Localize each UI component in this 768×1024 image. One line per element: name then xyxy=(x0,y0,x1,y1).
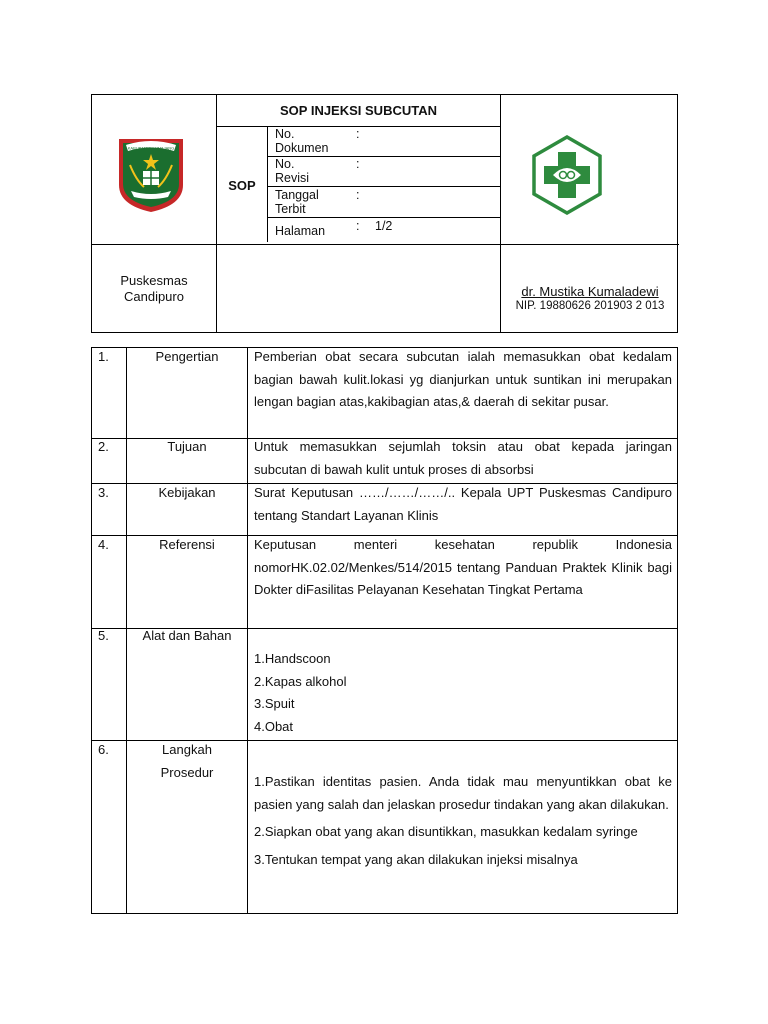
meta-label-no-dokumen xyxy=(275,127,350,155)
list-item: 4.Obat xyxy=(254,718,294,734)
signer-name: dr. Mustika Kumaladewi xyxy=(521,284,659,299)
meta-label-line2: Revisi xyxy=(275,171,310,185)
puskesmas-name xyxy=(92,244,216,334)
row-number: 5. xyxy=(98,628,109,643)
meta-label-line2: Dokumen xyxy=(275,141,329,155)
header-divider xyxy=(267,186,500,187)
meta-label-no-revisi xyxy=(275,157,350,185)
meta-label-line1: Tanggal xyxy=(275,188,319,202)
table-divider xyxy=(247,348,248,913)
row-content-referensi: Keputusan menteri kesehatan republik Indonesia nomorHK.02.02/Menkes/514/2015 tentang Panduan Praktek Klinik bagi Dokter diFasilitas Pelayanan Kesehatan Tingkat Pertama xyxy=(254,537,672,597)
meta-label-tanggal-terbit xyxy=(275,188,350,216)
meta-colon: : xyxy=(356,127,360,141)
row-label-kebijakan: Kebijakan xyxy=(158,485,216,500)
sop-label: SOP xyxy=(228,177,256,193)
meta-label-line2: Terbit xyxy=(275,202,306,216)
sop-content-table xyxy=(91,347,678,914)
meta-label-line1: No. xyxy=(275,157,295,171)
puskesmas-line2: Candipuro xyxy=(123,289,184,304)
row-label-langkah-prosedur xyxy=(128,739,246,784)
meta-colon: : xyxy=(356,157,360,171)
row-label-pengertian: Pengertian xyxy=(155,349,219,364)
list-item: 3.Spuit xyxy=(254,696,295,711)
logo-text: KABUPATEN LUMAJANG xyxy=(127,145,175,151)
row-number: 2. xyxy=(98,439,109,454)
row-label-tujuan: Tujuan xyxy=(167,439,207,454)
page-number-value: 1/2 xyxy=(375,219,393,233)
header-divider xyxy=(267,126,268,242)
row-number: 3. xyxy=(98,485,109,500)
procedure-step: 1.Pastikan identitas pasien. Anda tidak mau menyuntikkan obat ke pasien yang salah dan jelaskan prosedur tindakan yang akan dilakukan. xyxy=(254,774,672,812)
row-content-kebijakan: Surat Keputusan ……/……/……/.. Kepala UPT Puskesmas Candipuro tentang Standart Layanan Klinis xyxy=(254,485,672,523)
header-divider xyxy=(267,217,500,218)
meta-label-halaman: Halaman xyxy=(275,224,326,238)
row-number: 1. xyxy=(98,349,109,364)
meta-colon: : xyxy=(356,219,360,233)
meta-label-line1: No. xyxy=(275,127,295,141)
signer-nip: NIP. 19880626 201903 2 013 xyxy=(515,300,665,312)
meta-colon: : xyxy=(356,188,360,202)
list-item: 1.Handscoon xyxy=(254,651,331,666)
sop-header-table xyxy=(91,94,678,333)
row-number: 6. xyxy=(98,742,109,757)
row-content-tujuan: Untuk memasukkan sejumlah toksin atau obat kepada jaringan subcutan di bawah kulit untuk proses di absorbsi xyxy=(254,439,672,477)
row-label-line2: Prosedur xyxy=(160,764,214,780)
puskesmas-line1: Puskesmas xyxy=(120,273,188,288)
puskesmas-logo xyxy=(527,135,607,215)
row-label-referensi: Referensi xyxy=(159,537,215,552)
row-label-line1: Langkah xyxy=(162,742,212,757)
list-item: 2.Kapas alkohol xyxy=(254,673,347,689)
procedure-step: 2.Siapkan obat yang akan disuntikkan, masukkan kedalam syringe xyxy=(254,824,638,839)
procedure-step: 3.Tentukan tempat yang akan dilakukan injeksi misalnya xyxy=(254,851,578,867)
row-label-alat-dan-bahan: Alat dan Bahan xyxy=(142,628,232,643)
page-title: SOP INJEKSI SUBCUTAN xyxy=(280,103,437,118)
row-number: 4. xyxy=(98,537,109,552)
signer-block xyxy=(501,284,679,312)
equipment-list xyxy=(254,648,672,738)
procedure-steps xyxy=(254,771,672,913)
table-divider xyxy=(126,348,127,913)
kabupaten-lumajang-logo xyxy=(116,135,186,214)
row-content-pengertian: Pemberian obat secara subcutan ialah memasukkan obat kedalam bagian bawah kulit.lokasi yg dianjurkan untuk suntikan ini merupakan lengan bagian atas,kakibagian atas,& daerah di sekitar pusar. xyxy=(254,349,672,409)
